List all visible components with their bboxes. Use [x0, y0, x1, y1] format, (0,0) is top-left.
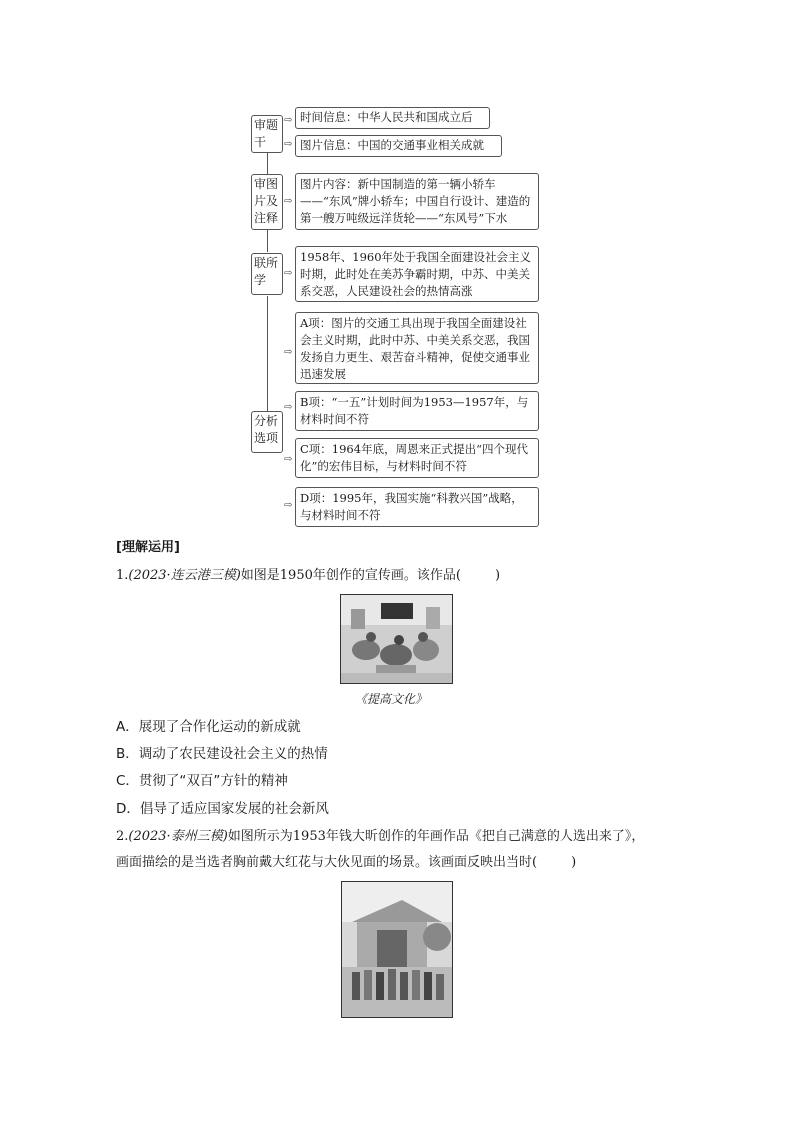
option-box-d: D项：1995年，我国实施“科教兴国”战略，与材料时间不符: [295, 487, 539, 527]
option-box-b: B项：“一五”计划时间为1953—1957年，与材料时间不符: [295, 391, 539, 431]
question-2-stem-line1: [116, 827, 644, 847]
arrow-right-icon: ⇨: [284, 500, 293, 511]
connector-line: [267, 230, 268, 252]
question-text: 如图所示为1953年钱大昕创作的年画作品《把自己满意的人选出来了》，: [227, 829, 645, 844]
question-number: 2.: [116, 829, 129, 844]
question-1-stem: 1.(2023·连云港三模)如图是1950年创作的宣传画。该作品( ): [116, 568, 501, 583]
arrow-right-icon: ⇨: [284, 196, 293, 207]
painting-illustration: [342, 882, 452, 1017]
question-2-stem-line2: 画面描绘的是当选者胸前戴大红花与大伙见面的场景。该画面反映出当时( ): [116, 855, 577, 870]
new-year-painting-image: [341, 881, 453, 1018]
info-box-image-content: 图片内容：新中国制造的第一辆小轿车——“东风”牌小轿车；中国自行设计、建造的第一艘万吨级远洋货轮——“东风号”下水: [295, 173, 539, 230]
arrow-right-icon: ⇨: [284, 115, 293, 126]
option-c[interactable]: C．贯彻了“双百”方针的精神: [116, 773, 288, 789]
info-box-image: 图片信息：中国的交通事业相关成就: [295, 135, 502, 157]
option-a[interactable]: A．展现了合作化运动的新成就: [116, 719, 301, 735]
arrow-right-icon: ⇨: [284, 268, 293, 279]
question-text: 画面描绘的是当选者胸前戴大红花与大伙见面的场景。该画面反映出当时(: [116, 855, 538, 870]
question-number: 1.: [116, 568, 129, 583]
category-analyze-options: 分析选项: [251, 411, 283, 453]
category-review-stem: 审题干: [251, 115, 283, 153]
option-box-a: A项：图片的交通工具出现于我国全面建设社会主义时期，此时中苏、中美关系交恶，我国发扬自力更生、艰苦奋斗精神，促使交通事业迅速发展: [295, 312, 539, 384]
question-source: (2023·泰州三模): [128, 829, 228, 844]
arrow-right-icon: ⇨: [284, 402, 293, 413]
propaganda-poster-image: [340, 594, 453, 684]
figure-caption: 《提高文化》: [355, 692, 428, 706]
poster-illustration: [341, 595, 452, 683]
question-text: 如图是1950年创作的宣传画。该作品(: [240, 568, 461, 583]
category-review-image: 审图片及注释: [251, 174, 283, 230]
category-link-knowledge: 联所学: [251, 253, 283, 295]
info-box-context: 1958年、1960年处于我国全面建设社会主义时期，此时处在美苏争霸时期，中苏、中美关系交恶，人民建设社会的热情高涨: [295, 246, 539, 302]
arrow-right-icon: ⇨: [284, 139, 293, 150]
info-box-time: 时间信息：中华人民共和国成立后: [295, 107, 490, 129]
question-source: (2023·连云港三模): [128, 568, 241, 583]
connector-line: [267, 296, 268, 411]
arrow-right-icon: ⇨: [284, 454, 293, 465]
section-title: [理解运用]: [116, 540, 180, 555]
option-b[interactable]: B．调动了农民建设社会主义的热情: [116, 746, 328, 762]
connector-line: [267, 152, 268, 174]
option-box-c: C项：1964年底，周恩来正式提出“四个现代化”的宏伟目标，与材料时间不符: [295, 438, 539, 478]
option-d[interactable]: D．倡导了适应国家发展的社会新风: [116, 801, 329, 817]
arrow-right-icon: ⇨: [284, 347, 293, 358]
